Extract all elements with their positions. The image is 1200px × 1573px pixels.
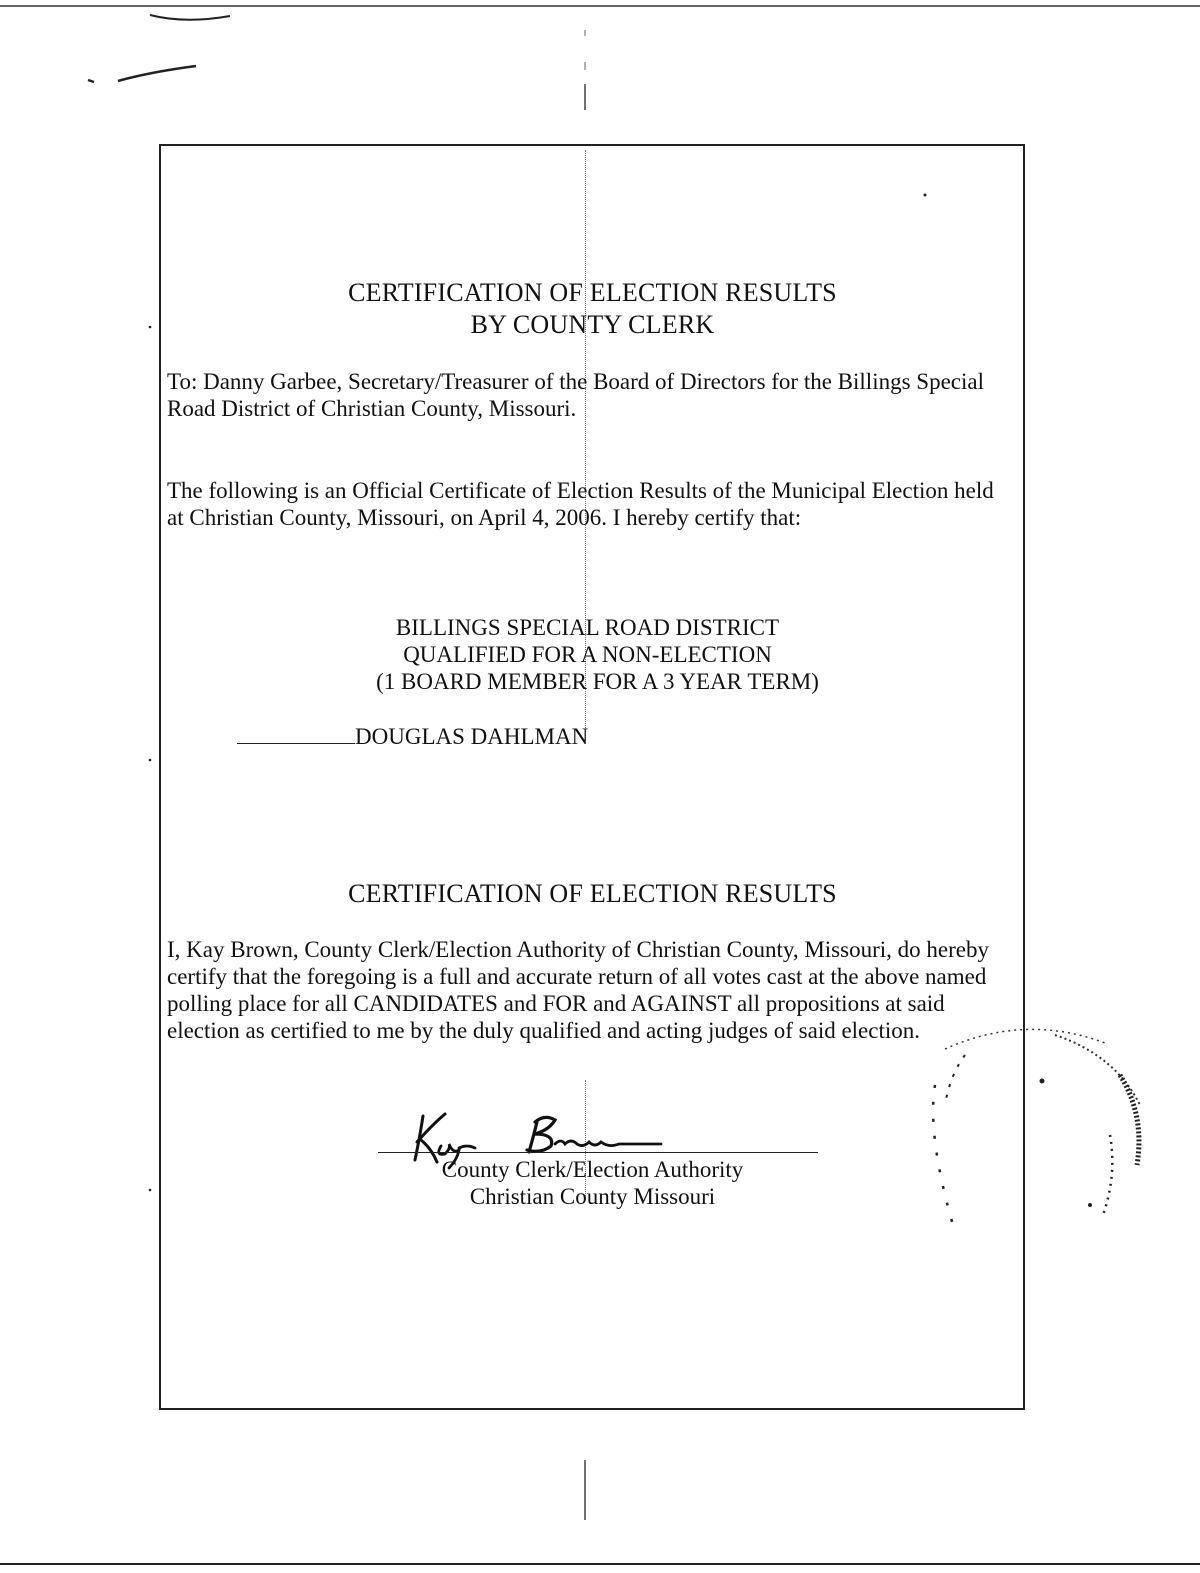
certificate-title <box>160 277 1025 341</box>
addressee-line-2: Road District of Christian County, Missouri. <box>167 396 577 421</box>
addressee <box>167 368 984 422</box>
statement-line-3: polling place for all CANDIDATES and FOR and AGAINST all propositions at said <box>167 991 945 1016</box>
district-line-2: QUALIFIED FOR A NON-ELECTION <box>403 642 772 667</box>
intro-paragraph <box>167 477 994 531</box>
signature-line <box>378 1152 818 1153</box>
candidate-entry <box>237 723 588 750</box>
certification-heading: CERTIFICATION OF ELECTION RESULTS <box>348 879 837 908</box>
statement-line-1: I, Kay Brown, County Clerk/Election Authority of Christian County, Missouri, do hereby <box>167 937 989 962</box>
intro-line-2: at Christian County, Missouri, on April 4, 2006. I hereby certify that: <box>167 505 802 530</box>
district-block <box>160 614 1025 695</box>
title-line-2: BY COUNTY CLERK <box>470 310 715 339</box>
scan-artifact-bottom <box>0 1450 1200 1573</box>
signer-title-line-2: Christian County Missouri <box>469 1184 716 1209</box>
statement-line-2: certify that the foregoing is a full and accurate return of all votes cast at the above named <box>167 964 987 989</box>
candidate-name: DOUGLAS DAHLMAN <box>355 724 589 749</box>
scan-artifact-top <box>0 0 1200 110</box>
county-seal-stamp <box>905 1015 1165 1245</box>
district-line-1: BILLINGS SPECIAL ROAD DISTRICT <box>395 615 780 640</box>
signer-title <box>380 1156 810 1210</box>
candidate-blank-line <box>237 725 355 744</box>
signer-title-line-1: County Clerk/Election Authority <box>441 1157 744 1182</box>
addressee-line-1: To: Danny Garbee, Secretary/Treasurer of the Board of Directors for the Billings Special <box>167 369 984 394</box>
statement-line-4: election as certified to me by the duly qualified and acting judges of said election. <box>167 1018 921 1043</box>
intro-line-1: The following is an Official Certificate of Election Results of the Municipal Election held <box>167 478 994 503</box>
certification-statement <box>167 936 989 1044</box>
title-line-1: CERTIFICATION OF ELECTION RESULTS <box>348 278 837 307</box>
district-line-3: (1 BOARD MEMBER FOR A 3 YEAR TERM) <box>376 669 819 694</box>
